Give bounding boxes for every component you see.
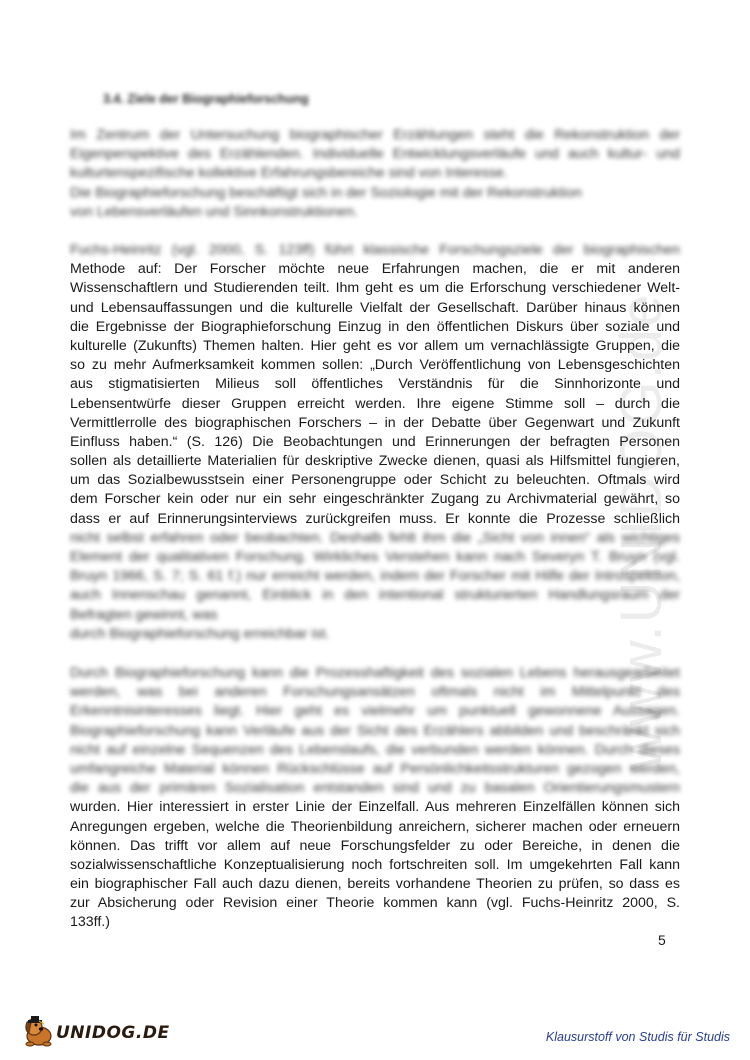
text-line-blurred: nicht selbst erfahren oder beobachten. Deshalb fehlt ihm die „Sicht von innen“ als wichtiges xyxy=(70,529,680,546)
text-line: von Lebensverläufen und Sinnkonstruktionen. xyxy=(70,203,358,220)
text-line: aus stigmatisierten Milieus soll öffentliches Verständnis für die Sinnhorizonte und xyxy=(70,376,680,393)
text-line: um das Sozialbewusstsein einer Personengruppe oder Schicht zu beleuchten. Oftmals wird xyxy=(70,472,680,489)
text-line: sollen als detaillierte Materialien für deskriptive Zwecke dienen, quasi als Hilfsmittel fungieren, xyxy=(70,453,680,470)
text-line: kulturtenspezifische kollektive Erfahrungsbereiche sind von Interesse. xyxy=(70,165,508,182)
text-line-blurred: Biographieforschung kann Verläufe aus der Sicht des Erzählers abbilden und beschränkt sich xyxy=(70,722,680,739)
text-line: so zu mehr Aufmerksamkeit kommen sollen: „Durch Veröffentlichung von Lebensgeschichten xyxy=(70,357,680,374)
text-line-blurred: umfangreiche Material können Rückschlüsse auf Persönlichkeitsstrukturen gezogen werden, xyxy=(70,760,680,777)
text-line: 133ff.) xyxy=(70,914,110,931)
text-line-blurred: werden, was bei anderen Forschungsansätzen oftmals nicht im Mittelpunkt des xyxy=(70,684,680,701)
text-line: die Ergebnisse der Biographieforschung Einzug in den öffentlichen Diskurs über soziale und xyxy=(70,318,680,335)
page-number: 5 xyxy=(658,932,666,948)
section-heading: 3.4. Ziele der Biographieforschung xyxy=(103,92,309,106)
text-line: sozialwissenschaftliche Konzeptualisierung noch fortschreiten soll. Im umgekehrten Fall kann xyxy=(70,856,680,873)
unidog-logo[interactable] xyxy=(22,1012,170,1052)
text-line: Im Zentrum der Untersuchung biographischer Erzählungen steht die Rekonstruktion der xyxy=(70,127,680,143)
dog-mascot-icon xyxy=(22,1014,58,1048)
text-line-blurred: Befragten gewinnt, was xyxy=(70,606,218,623)
text-line-blurred: Durch Biographieforschung kann die Prozesshaftigkeit des sozialen Lebens herausgearbeitet xyxy=(70,665,680,681)
text-line: Anregungen ergeben, welche die Theorienbildung anreichern, sicherer machen oder erneuern xyxy=(70,818,680,835)
text-line: Einfluss haben.“ (S. 126) Die Beobachtungen und Erinnerungen der befragten Personen xyxy=(70,433,680,450)
paragraph-3 xyxy=(70,664,680,933)
text-line-blurred: Erkenntnisinteresses liegt. Hier geht es vielmehr um punktuell gewonnene Aussagen. xyxy=(70,703,680,720)
text-line: Lebensentwürfe dieser Gruppen erreicht werden. Ihre eigene Stimme soll – durch die xyxy=(70,395,680,412)
text-line-blurred: auch Innenschau genannt, Einblick in den intentional strukturierten Handlungsraum der xyxy=(70,587,680,604)
text-line-blurred: Bruyn 1966, S. 7; S. 61 f.) nur erreicht werden, indem der Forscher mit Hilfe der Introspektion, xyxy=(70,568,680,585)
text-line: ein biographischer Fall auch dazu dienen, bereits vorhandene Theorien zu prüfen, so dass es xyxy=(70,876,680,893)
footer-tagline: Klausurstoff von Studis für Studis xyxy=(545,1030,730,1044)
text-line: Wissenschaftlern und Studierenden teilt. Ihm geht es um die Erforschung verschiedener Welt- xyxy=(70,280,680,297)
text-line: Eigenperspektive des Erzählenden. Individuelle Entwicklungsverläufe und auch kultur- und xyxy=(70,146,680,163)
paragraph-2 xyxy=(70,241,680,644)
text-line: zur Absicherung oder Revision einer Theorie kommen kann (vgl. Fuchs-Heinritz 2000, S. xyxy=(70,895,680,912)
text-line: Die Biographieforschung beschäftigt sich in der Soziologie mit der Rekonstruktion xyxy=(70,184,582,201)
text-line: kulturelle (Zukunfts) Themen halten. Hier geht es vor allem um vernachlässigte Gruppen, die xyxy=(70,337,680,354)
text-line: dass er auf Erinnerungsinterviews zurückgreifen muss. Er konnte die Prozesse schließlich xyxy=(70,510,680,527)
logo-text: UNIDOG.DE xyxy=(56,1023,170,1043)
text-line: können. Das trifft vor allem auf neue Forschungsfelder zu oder Bereiche, in denen die xyxy=(70,837,680,854)
text-line: wurden. Hier interessiert in erster Linie der Einzelfall. Aus mehreren Einzelfällen können sich xyxy=(70,799,680,816)
text-line: Vermittlerrolle des biographischen Forschers – in der Debatte über Gegenwart und Zukunft xyxy=(70,414,680,431)
text-line: und Lebensauffassungen und die kulturelle Vielfalt der Gesellschaft. Darüber hinaus können xyxy=(70,299,680,316)
watermark: www.UNIDOG.de xyxy=(609,292,674,770)
text-line-blurred: Fuchs-Heinritz (vgl. 2000, S. 123ff) führt klassische Forschungsziele der biographischen xyxy=(70,242,680,258)
paragraph-1 xyxy=(70,126,680,222)
text-line: dem Forscher kein oder nur ein sehr eingeschränkter Zugang zu Archivmaterial gewährt, so xyxy=(70,491,680,508)
text-line-blurred: Element der qualitativen Forschung. Wirkliches Verstehen kann nach Severyn T. Bruyn (vgl. xyxy=(70,549,680,565)
text-line-blurred: durch Biographieforschung erreichbar ist. xyxy=(70,625,330,642)
text-line-blurred: nicht auf einzelne Sequenzen des Lebenslaufs, die verbunden werden können. Durch dieses xyxy=(70,741,680,758)
text-line: Methode auf: Der Forscher möchte neue Erfahrungen machen, die er mit anderen xyxy=(70,261,680,278)
text-line-blurred: die aus der primären Sozialisation entstanden sind und zu basalen Orientierungsmustern xyxy=(70,780,680,797)
